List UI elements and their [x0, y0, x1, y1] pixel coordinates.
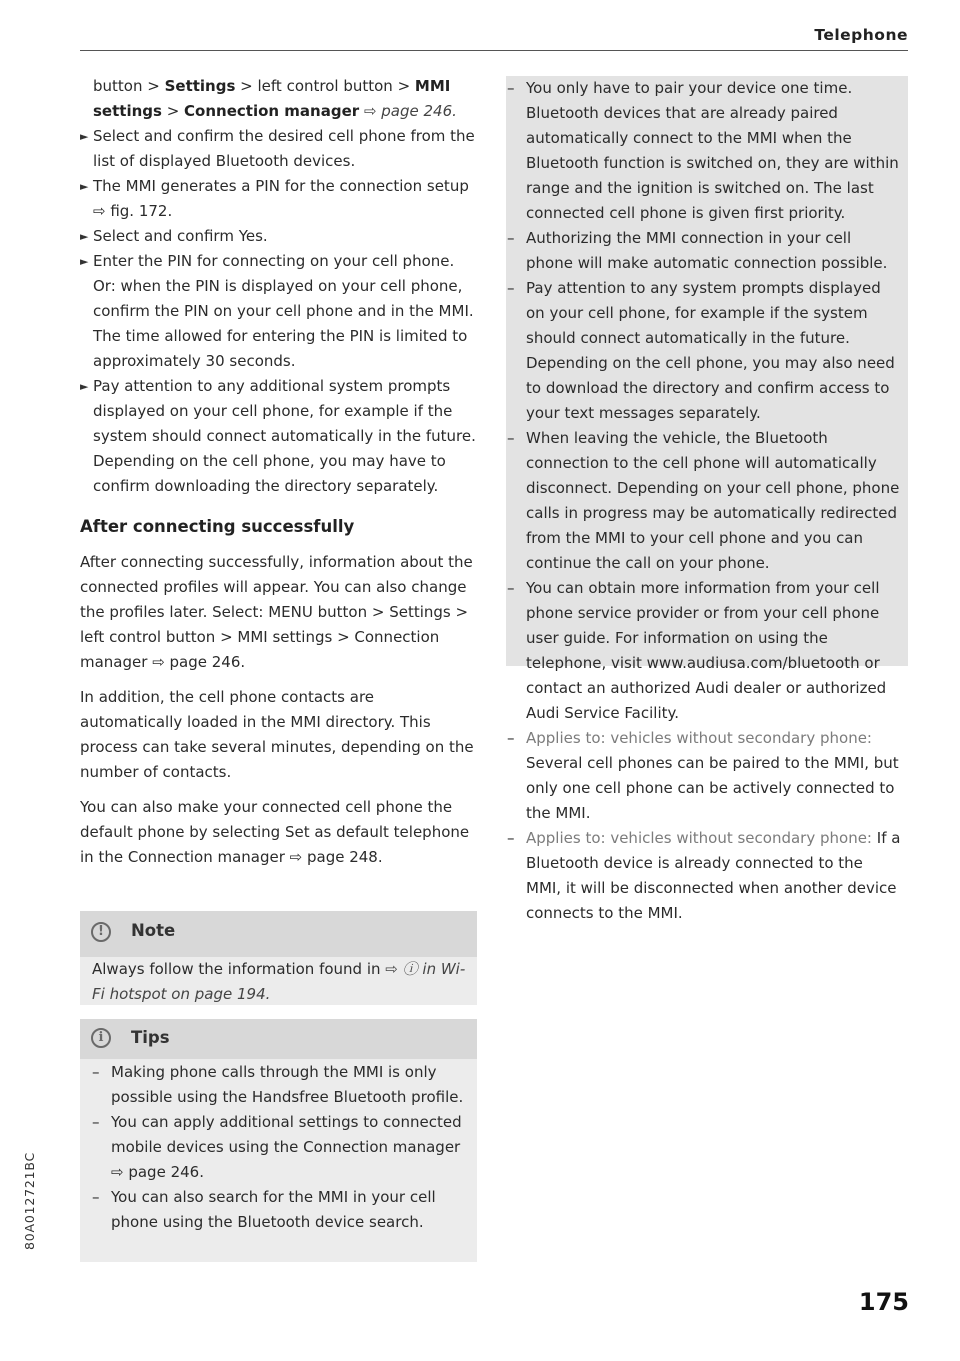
document-code: 80A012721BC [22, 1151, 37, 1250]
list-item: – Authorizing the MMI connection in your cell phone will make automatic connection possible. [507, 229, 888, 272]
list-item: – You only have to pair your device one time. Bluetooth devices that are already paired automatically connect to the MMI when the Bluetooth function is switched on, they are within range and the ignition is switched on. The last connected cell phone is given first priority. [507, 79, 899, 222]
list-item: – Pay attention to any system prompts displayed on your cell phone, for example if the system should connect automatically in the future. Depending on the cell phone, you may also need to download the directory and confirm access to your text messages separately. [507, 279, 895, 422]
list-item: – Applies to: vehicles without secondary phone: Several cell phones can be paired to the MMI, but only one cell phone can be actively connected to the MMI. [507, 729, 899, 822]
step-item: ► The MMI generates a PIN for the connection setup ⇨ fig. 172. [80, 174, 477, 224]
paragraph: After connecting successfully, information about the connected profiles will appear. You can also change the profiles later. Select: MENU button > Settings > left control button > MMI settings > Connection manager ⇨ page 246. [80, 553, 473, 671]
left-column [80, 74, 477, 870]
step-item: ► Pay attention to any additional system prompts displayed on your cell phone, for example if the system should connect automatically in the future. Depending on the cell phone, you may have to confirm downloading the directory separately. [80, 374, 477, 499]
triangle-bullet-icon: ► [80, 380, 89, 393]
intro-line: button > Settings > left control button > MMI settings > Connection manager ⇨ page 246. [93, 77, 457, 120]
triangle-bullet-icon: ► [80, 255, 89, 268]
triangle-bullet-icon: ► [80, 180, 89, 193]
note-body: Always follow the information found in ⇨ ⓘ in Wi-Fi hotspot on page 194. [92, 960, 466, 1003]
list-item: – You can obtain more information from your cell phone service provider or from your cell phone user guide. For information on using the telephone, visit www.audiusa.com/bluetooth or contact an authorized Audi dealer or authorized Audi Service Facility. [507, 579, 887, 722]
list-item: – You can also search for the MMI in your cell phone using the Bluetooth device search. [92, 1188, 436, 1231]
list-item: – When leaving the vehicle, the Bluetooth connection to the cell phone will automatically disconnect. Depending on your cell phone, phone calls in progress may be automatically redirected from the MMI to your cell phone and you can continue the call on your phone. [507, 429, 900, 572]
header-rule [80, 50, 908, 51]
step-item: ► Select and confirm the desired cell phone from the list of displayed Bluetooth devices. [80, 124, 477, 174]
step-item: ► Select and confirm Yes. [80, 224, 477, 249]
step-item: ► Enter the PIN for connecting on your cell phone. Or: when the PIN is displayed on your cell phone, confirm the PIN on your cell phone and in the MMI. The time allowed for entering the PIN is limited to approximately 30 seconds. [80, 249, 477, 374]
paragraph: In addition, the cell phone contacts are automatically loaded in the MMI directory. This process can take several minutes, depending on the number of contacts. [80, 688, 474, 781]
paragraph: You can also make your connected cell phone the default phone by selecting Set as default telephone in the Connection manager ⇨ page 248. [80, 798, 470, 866]
note-title: Note [131, 921, 176, 940]
page-number: 175 [858, 1288, 909, 1316]
right-column [507, 76, 902, 926]
triangle-bullet-icon: ► [80, 230, 89, 243]
subheading: After connecting successfully [80, 517, 355, 536]
triangle-bullet-icon: ► [80, 130, 89, 143]
list-item: – You can apply additional settings to connected mobile devices using the Connection manager ⇨ page 246. [92, 1113, 462, 1181]
tips-body [92, 1060, 470, 1235]
list-item: – Applies to: vehicles without secondary phone: If a Bluetooth device is already connected to the MMI, it will be disconnected when another device connects to the MMI. [507, 829, 901, 922]
info-circle-icon: i [91, 1028, 111, 1048]
tips-title: Tips [131, 1028, 170, 1047]
section-title: Telephone [814, 26, 908, 44]
exclamation-circle-icon: ! [91, 922, 111, 942]
list-item: – Making phone calls through the MMI is only possible using the Handsfree Bluetooth profile. [92, 1063, 464, 1106]
